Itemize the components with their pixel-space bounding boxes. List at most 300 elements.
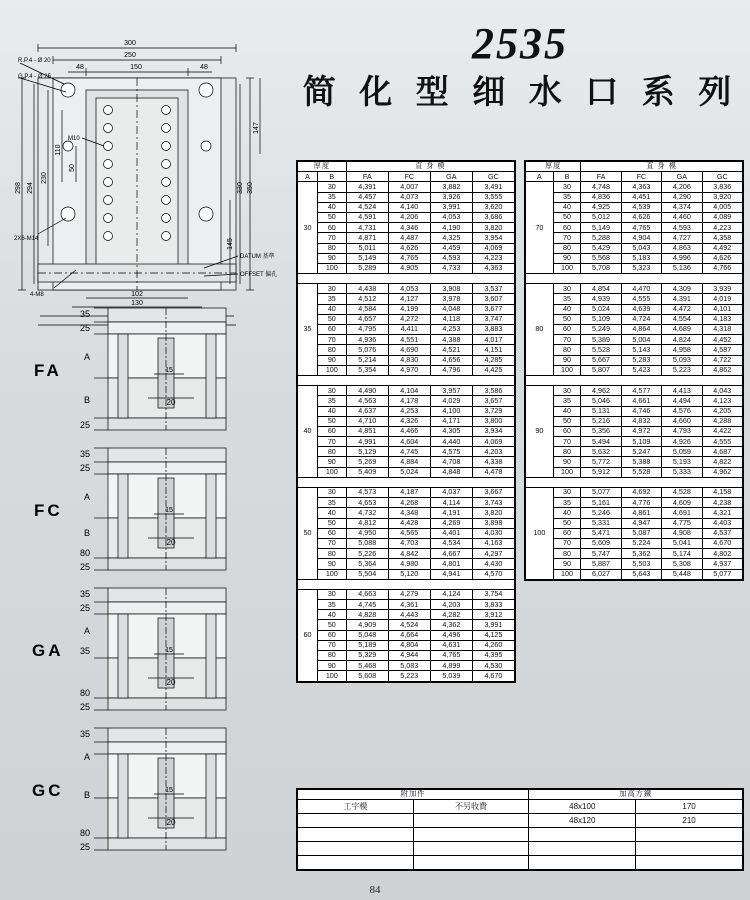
svg-text:20: 20 bbox=[166, 678, 176, 687]
svg-text:2X6-M14: 2X6-M14 bbox=[14, 236, 39, 242]
cell-thickness-b: 50 bbox=[317, 518, 346, 528]
cell-fa: 5,468 bbox=[346, 661, 388, 671]
table-row bbox=[298, 263, 515, 273]
svg-text:A: A bbox=[83, 752, 90, 762]
cell-thickness-b: 40 bbox=[553, 202, 581, 212]
cell-fc: 5,528 bbox=[621, 467, 661, 477]
cell-thickness-b: 60 bbox=[553, 426, 581, 436]
table-row bbox=[526, 223, 743, 233]
cell-gc: 5,077 bbox=[702, 569, 742, 579]
cell-gc: 4,183 bbox=[702, 314, 742, 324]
cell-ga: 5,193 bbox=[662, 457, 702, 467]
cell-thickness-b: 100 bbox=[317, 569, 346, 579]
cell-ga: 5,059 bbox=[662, 447, 702, 457]
cell-gc: 3,620 bbox=[472, 202, 514, 212]
svg-text:150: 150 bbox=[130, 64, 142, 71]
cell-gc: 3,954 bbox=[472, 233, 514, 243]
table-row bbox=[298, 406, 515, 416]
header-col-fa: FA bbox=[346, 172, 388, 182]
cell-ga: 4,309 bbox=[662, 284, 702, 294]
group-separator bbox=[526, 477, 743, 487]
cell-thickness-b: 60 bbox=[317, 325, 346, 335]
cell-fc: 4,830 bbox=[388, 355, 430, 365]
cell-gc: 4,205 bbox=[702, 406, 742, 416]
svg-text:A: A bbox=[83, 492, 90, 502]
cell-thickness-a: 100 bbox=[526, 488, 554, 580]
cell-gc: 4,937 bbox=[702, 559, 742, 569]
cell-thickness-b: 70 bbox=[317, 335, 346, 345]
cell-fc: 4,842 bbox=[388, 549, 430, 559]
cell-fc: 4,905 bbox=[388, 263, 430, 273]
cell-gc: 4,101 bbox=[702, 304, 742, 314]
cell-gc: 3,491 bbox=[472, 182, 514, 192]
cell-thickness-b: 35 bbox=[553, 396, 581, 406]
table-row bbox=[298, 386, 515, 396]
table-row bbox=[298, 549, 515, 559]
cell-gc: 4,862 bbox=[702, 365, 742, 375]
cell-ga: 4,996 bbox=[662, 253, 702, 263]
cell-fc: 5,083 bbox=[388, 661, 430, 671]
cell-gc: 4,030 bbox=[472, 528, 514, 538]
table-row bbox=[526, 396, 743, 406]
svg-text:147: 147 bbox=[253, 122, 260, 134]
cell-gc: 3,686 bbox=[472, 212, 514, 222]
cell-fa: 5,747 bbox=[581, 549, 621, 559]
cell-ga: 4,528 bbox=[662, 488, 702, 498]
table-row bbox=[526, 406, 743, 416]
svg-text:15: 15 bbox=[165, 367, 173, 374]
cell-fa: 5,356 bbox=[581, 426, 621, 436]
table-row bbox=[526, 314, 743, 324]
cell-thickness-b: 80 bbox=[317, 243, 346, 253]
header-accessories: 附加件 bbox=[298, 790, 529, 800]
table-row bbox=[298, 569, 515, 579]
cell-fa: 5,331 bbox=[581, 518, 621, 528]
cell-ga: 4,206 bbox=[662, 182, 702, 192]
cell-ga: 4,691 bbox=[662, 508, 702, 518]
svg-text:4-M8: 4-M8 bbox=[30, 292, 44, 298]
table-row bbox=[526, 447, 743, 457]
svg-text:25: 25 bbox=[79, 603, 90, 613]
cell-fc: 4,346 bbox=[388, 223, 430, 233]
cell-fc: 4,980 bbox=[388, 559, 430, 569]
cell-thickness-b: 80 bbox=[553, 345, 581, 355]
cell-thickness-b: 35 bbox=[317, 294, 346, 304]
cell-fc: 4,272 bbox=[388, 314, 430, 324]
cell-fa: 5,504 bbox=[346, 569, 388, 579]
cell-fc: 4,487 bbox=[388, 233, 430, 243]
svg-text:25: 25 bbox=[79, 842, 90, 852]
cell-gc: 4,403 bbox=[702, 518, 742, 528]
table-row bbox=[526, 488, 743, 498]
table-row bbox=[298, 800, 743, 814]
svg-text:G.P.4 - Ø 25: G.P.4 - Ø 25 bbox=[18, 74, 51, 80]
cell-thickness-b: 90 bbox=[317, 661, 346, 671]
table-row bbox=[298, 426, 515, 436]
svg-text:25: 25 bbox=[79, 323, 90, 333]
cell-ga: 4,554 bbox=[662, 314, 702, 324]
cell-riser-size: 48x100 bbox=[529, 800, 636, 814]
table-row bbox=[298, 651, 515, 661]
svg-text:48: 48 bbox=[200, 64, 208, 71]
cell-fc: 4,565 bbox=[388, 528, 430, 538]
table-row bbox=[298, 814, 743, 828]
cell-fa: 4,512 bbox=[346, 294, 388, 304]
cell-fa: 5,429 bbox=[581, 243, 621, 253]
svg-text:25: 25 bbox=[79, 463, 90, 473]
cell-thickness-b: 90 bbox=[553, 355, 581, 365]
cell-fc: 4,664 bbox=[388, 630, 430, 640]
cell-thickness-b: 90 bbox=[553, 559, 581, 569]
cell-thickness-b: 100 bbox=[553, 365, 581, 375]
cell-ga: 4,124 bbox=[430, 589, 472, 599]
cell-ga: 5,308 bbox=[662, 559, 702, 569]
cell-accessory-note bbox=[413, 828, 529, 842]
cell-ga: 4,727 bbox=[662, 233, 702, 243]
svg-text:FA: FA bbox=[34, 361, 62, 380]
cell-fc: 4,199 bbox=[388, 304, 430, 314]
cell-ga: 3,991 bbox=[430, 202, 472, 212]
cell-fc: 5,423 bbox=[621, 365, 661, 375]
cell-accessory-type bbox=[298, 842, 414, 856]
cell-gc: 3,833 bbox=[472, 600, 514, 610]
cell-gc: 4,363 bbox=[472, 263, 514, 273]
cell-ga: 4,388 bbox=[430, 335, 472, 345]
cell-gc: 4,430 bbox=[472, 559, 514, 569]
cell-gc: 4,687 bbox=[702, 447, 742, 457]
cell-fa: 4,795 bbox=[346, 325, 388, 335]
cell-gc: 4,338 bbox=[472, 457, 514, 467]
cell-fa: 4,828 bbox=[346, 610, 388, 620]
table-row bbox=[526, 294, 743, 304]
table-row bbox=[526, 467, 743, 477]
cell-thickness-a: 40 bbox=[298, 386, 318, 478]
table-row bbox=[298, 294, 515, 304]
cell-fa: 5,189 bbox=[346, 640, 388, 650]
page-number: 84 bbox=[369, 884, 381, 896]
cell-riser-size bbox=[529, 856, 636, 870]
table-row bbox=[298, 528, 515, 538]
cell-fa: 4,936 bbox=[346, 335, 388, 345]
cell-thickness-b: 60 bbox=[317, 528, 346, 538]
cell-fa: 4,871 bbox=[346, 233, 388, 243]
cell-ga: 3,882 bbox=[430, 182, 472, 192]
cell-thickness-b: 100 bbox=[553, 467, 581, 477]
cell-fa: 4,391 bbox=[346, 182, 388, 192]
cell-fa: 5,354 bbox=[346, 365, 388, 375]
cell-gc: 4,005 bbox=[702, 202, 742, 212]
group-separator bbox=[298, 579, 515, 589]
cell-ga: 5,136 bbox=[662, 263, 702, 273]
price-table-right bbox=[524, 160, 744, 581]
table-row bbox=[526, 528, 743, 538]
cell-fc: 4,451 bbox=[621, 192, 661, 202]
cell-gc: 4,555 bbox=[702, 437, 742, 447]
cell-gc: 3,747 bbox=[472, 314, 514, 324]
cell-fc: 4,861 bbox=[621, 508, 661, 518]
cell-ga: 4,401 bbox=[430, 528, 472, 538]
svg-text:330: 330 bbox=[237, 182, 244, 194]
table-row bbox=[298, 202, 515, 212]
cell-thickness-b: 70 bbox=[553, 233, 581, 243]
table-row bbox=[298, 467, 515, 477]
cell-thickness-b: 100 bbox=[553, 263, 581, 273]
svg-text:35: 35 bbox=[79, 646, 90, 656]
cell-fc: 5,024 bbox=[388, 467, 430, 477]
cell-thickness-b: 100 bbox=[317, 671, 346, 681]
cell-thickness-b: 40 bbox=[317, 610, 346, 620]
cell-thickness-a: 60 bbox=[298, 589, 318, 681]
svg-text:145: 145 bbox=[227, 238, 234, 250]
cell-ga: 4,100 bbox=[430, 406, 472, 416]
svg-text:20: 20 bbox=[166, 818, 176, 827]
cell-ga: 4,899 bbox=[430, 661, 472, 671]
cell-thickness-b: 35 bbox=[317, 396, 346, 406]
cell-ga: 4,048 bbox=[430, 304, 472, 314]
cell-fa: 5,131 bbox=[581, 406, 621, 416]
cell-gc: 4,163 bbox=[472, 538, 514, 548]
cell-fa: 5,109 bbox=[581, 314, 621, 324]
cell-gc: 4,125 bbox=[472, 630, 514, 640]
table-row bbox=[526, 457, 743, 467]
cell-fc: 4,127 bbox=[388, 294, 430, 304]
cell-gc: 4,069 bbox=[472, 243, 514, 253]
cell-fa: 4,731 bbox=[346, 223, 388, 233]
svg-text:35: 35 bbox=[79, 309, 90, 319]
cell-fc: 5,143 bbox=[621, 345, 661, 355]
table-row bbox=[526, 304, 743, 314]
cell-thickness-b: 30 bbox=[317, 182, 346, 192]
cell-gc: 4,478 bbox=[472, 467, 514, 477]
cell-thickness-b: 30 bbox=[553, 284, 581, 294]
svg-text:A: A bbox=[83, 626, 90, 636]
svg-text:M10: M10 bbox=[68, 136, 80, 142]
cell-accessory-note: 不另收費 bbox=[413, 800, 529, 814]
table-row bbox=[526, 345, 743, 355]
cell-gc: 4,395 bbox=[472, 651, 514, 661]
cell-fc: 4,428 bbox=[388, 518, 430, 528]
cell-fc: 4,690 bbox=[388, 345, 430, 355]
header-col-a: A bbox=[298, 172, 318, 182]
cell-fa: 5,471 bbox=[581, 528, 621, 538]
cell-ga: 4,171 bbox=[430, 416, 472, 426]
cell-ga: 4,053 bbox=[430, 212, 472, 222]
cell-gc: 4,285 bbox=[472, 355, 514, 365]
table-row bbox=[526, 508, 743, 518]
cell-ga: 4,413 bbox=[662, 386, 702, 396]
svg-text:OFFSET 偏孔: OFFSET 偏孔 bbox=[240, 272, 278, 278]
table-row bbox=[298, 508, 515, 518]
cell-fc: 4,604 bbox=[388, 437, 430, 447]
cell-fa: 4,748 bbox=[581, 182, 621, 192]
cell-ga: 4,114 bbox=[430, 498, 472, 508]
cell-thickness-b: 60 bbox=[317, 223, 346, 233]
svg-text:B: B bbox=[83, 395, 90, 405]
cell-fa: 5,568 bbox=[581, 253, 621, 263]
cell-ga: 5,223 bbox=[662, 365, 702, 375]
cell-gc: 3,920 bbox=[702, 192, 742, 202]
cell-accessory-note bbox=[413, 814, 529, 828]
table-row bbox=[298, 828, 743, 842]
table-row bbox=[298, 640, 515, 650]
cell-gc: 4,962 bbox=[702, 467, 742, 477]
table-row bbox=[526, 559, 743, 569]
cell-fa: 5,046 bbox=[581, 396, 621, 406]
cell-fc: 4,746 bbox=[621, 406, 661, 416]
cell-fc: 4,864 bbox=[621, 325, 661, 335]
cell-ga: 5,174 bbox=[662, 549, 702, 559]
cell-fa: 5,887 bbox=[581, 559, 621, 569]
cell-fa: 4,812 bbox=[346, 518, 388, 528]
table-row bbox=[526, 416, 743, 426]
table-row bbox=[298, 243, 515, 253]
cell-gc: 4,297 bbox=[472, 549, 514, 559]
cell-fc: 4,268 bbox=[388, 498, 430, 508]
cell-thickness-b: 35 bbox=[553, 498, 581, 508]
cell-thickness-b: 80 bbox=[317, 345, 346, 355]
cell-thickness-b: 30 bbox=[553, 488, 581, 498]
table-row bbox=[526, 212, 743, 222]
cell-ga: 4,667 bbox=[430, 549, 472, 559]
svg-text:80: 80 bbox=[79, 688, 90, 698]
table-row bbox=[526, 498, 743, 508]
group-separator bbox=[298, 375, 515, 385]
cell-gc: 3,800 bbox=[472, 416, 514, 426]
cell-accessory-type: 工字模 bbox=[298, 800, 414, 814]
cell-thickness-b: 100 bbox=[553, 569, 581, 579]
cell-fa: 4,851 bbox=[346, 426, 388, 436]
header-col-gc: GC bbox=[472, 172, 514, 182]
cell-fa: 4,490 bbox=[346, 386, 388, 396]
cell-gc: 4,670 bbox=[702, 538, 742, 548]
cell-fc: 5,183 bbox=[621, 253, 661, 263]
cell-fc: 4,539 bbox=[621, 202, 661, 212]
cell-fa: 5,226 bbox=[346, 549, 388, 559]
svg-text:35: 35 bbox=[79, 589, 90, 599]
cell-ga: 4,534 bbox=[430, 538, 472, 548]
cell-ga: 4,460 bbox=[662, 212, 702, 222]
cell-fc: 4,904 bbox=[621, 233, 661, 243]
svg-text:80: 80 bbox=[79, 548, 90, 558]
cell-fa: 5,077 bbox=[581, 488, 621, 498]
cell-thickness-b: 35 bbox=[553, 294, 581, 304]
table-row bbox=[526, 253, 743, 263]
cell-riser-size bbox=[529, 842, 636, 856]
cell-fa: 5,632 bbox=[581, 447, 621, 457]
cell-thickness-b: 50 bbox=[553, 518, 581, 528]
cell-fa: 5,269 bbox=[346, 457, 388, 467]
cell-ga: 4,824 bbox=[662, 335, 702, 345]
cell-fc: 4,639 bbox=[621, 304, 661, 314]
cell-fa: 5,246 bbox=[581, 508, 621, 518]
cell-ga: 4,440 bbox=[430, 437, 472, 447]
table-row bbox=[298, 365, 515, 375]
cell-ga: 5,093 bbox=[662, 355, 702, 365]
cell-thickness-b: 50 bbox=[317, 620, 346, 630]
svg-text:20: 20 bbox=[166, 538, 176, 547]
table-left-body bbox=[298, 182, 515, 681]
cell-thickness-b: 35 bbox=[553, 192, 581, 202]
cell-thickness-b: 90 bbox=[317, 253, 346, 263]
cell-fa: 5,129 bbox=[346, 447, 388, 457]
header-straight-mold: 直 身 模 bbox=[581, 162, 743, 172]
cell-thickness-b: 50 bbox=[553, 212, 581, 222]
cell-fc: 4,765 bbox=[388, 253, 430, 263]
cell-thickness-b: 60 bbox=[553, 325, 581, 335]
cell-gc: 4,537 bbox=[702, 528, 742, 538]
cell-fc: 4,745 bbox=[388, 447, 430, 457]
cell-fa: 5,494 bbox=[581, 437, 621, 447]
page-title bbox=[300, 19, 740, 111]
cell-gc: 3,836 bbox=[702, 182, 742, 192]
table-row bbox=[298, 610, 515, 620]
cell-thickness-b: 60 bbox=[553, 223, 581, 233]
cell-ga: 4,593 bbox=[662, 223, 702, 233]
cell-thickness-a: 80 bbox=[526, 284, 554, 376]
cell-fc: 5,120 bbox=[388, 569, 430, 579]
cell-thickness-b: 30 bbox=[553, 182, 581, 192]
table-row bbox=[298, 416, 515, 426]
table-row bbox=[526, 325, 743, 335]
svg-text:298: 298 bbox=[15, 182, 22, 194]
cell-fc: 4,551 bbox=[388, 335, 430, 345]
table-row bbox=[526, 518, 743, 528]
cell-riser-price bbox=[636, 856, 743, 870]
cell-riser-size: 48x120 bbox=[529, 814, 636, 828]
table-row bbox=[298, 856, 743, 870]
cell-fa: 5,011 bbox=[346, 243, 388, 253]
cell-thickness-a: 35 bbox=[298, 284, 318, 376]
table-row bbox=[298, 589, 515, 599]
svg-text:DATUM 基準: DATUM 基準 bbox=[240, 254, 275, 260]
header-thickness: 厚度 bbox=[298, 162, 347, 172]
cell-thickness-b: 40 bbox=[553, 406, 581, 416]
cell-ga: 4,282 bbox=[430, 610, 472, 620]
cell-ga: 4,733 bbox=[430, 263, 472, 273]
svg-text:25: 25 bbox=[79, 702, 90, 712]
cell-thickness-b: 35 bbox=[317, 498, 346, 508]
svg-text:294: 294 bbox=[27, 182, 34, 194]
cell-thickness-a: 30 bbox=[298, 182, 318, 274]
table-row bbox=[298, 457, 515, 467]
table-row bbox=[526, 192, 743, 202]
cell-ga: 4,037 bbox=[430, 488, 472, 498]
cell-fa: 4,950 bbox=[346, 528, 388, 538]
cell-fc: 4,187 bbox=[388, 488, 430, 498]
table-row bbox=[526, 284, 743, 294]
cell-fc: 4,724 bbox=[621, 314, 661, 324]
cell-riser-size bbox=[529, 828, 636, 842]
cell-gc: 3,743 bbox=[472, 498, 514, 508]
cell-fa: 5,329 bbox=[346, 651, 388, 661]
cell-fc: 5,323 bbox=[621, 263, 661, 273]
cell-ga: 4,305 bbox=[430, 426, 472, 436]
cell-fa: 5,364 bbox=[346, 559, 388, 569]
cell-fa: 5,772 bbox=[581, 457, 621, 467]
header-col-fc: FC bbox=[388, 172, 430, 182]
svg-text:15: 15 bbox=[165, 787, 173, 794]
cell-thickness-b: 30 bbox=[553, 386, 581, 396]
cell-ga: 4,941 bbox=[430, 569, 472, 579]
svg-text:A: A bbox=[83, 352, 90, 362]
cell-gc: 4,570 bbox=[472, 569, 514, 579]
cell-fa: 4,925 bbox=[581, 202, 621, 212]
cell-thickness-b: 60 bbox=[317, 630, 346, 640]
cell-thickness-b: 70 bbox=[317, 640, 346, 650]
cell-thickness-b: 80 bbox=[553, 243, 581, 253]
cell-fc: 5,283 bbox=[621, 355, 661, 365]
svg-text:FC: FC bbox=[34, 501, 63, 520]
